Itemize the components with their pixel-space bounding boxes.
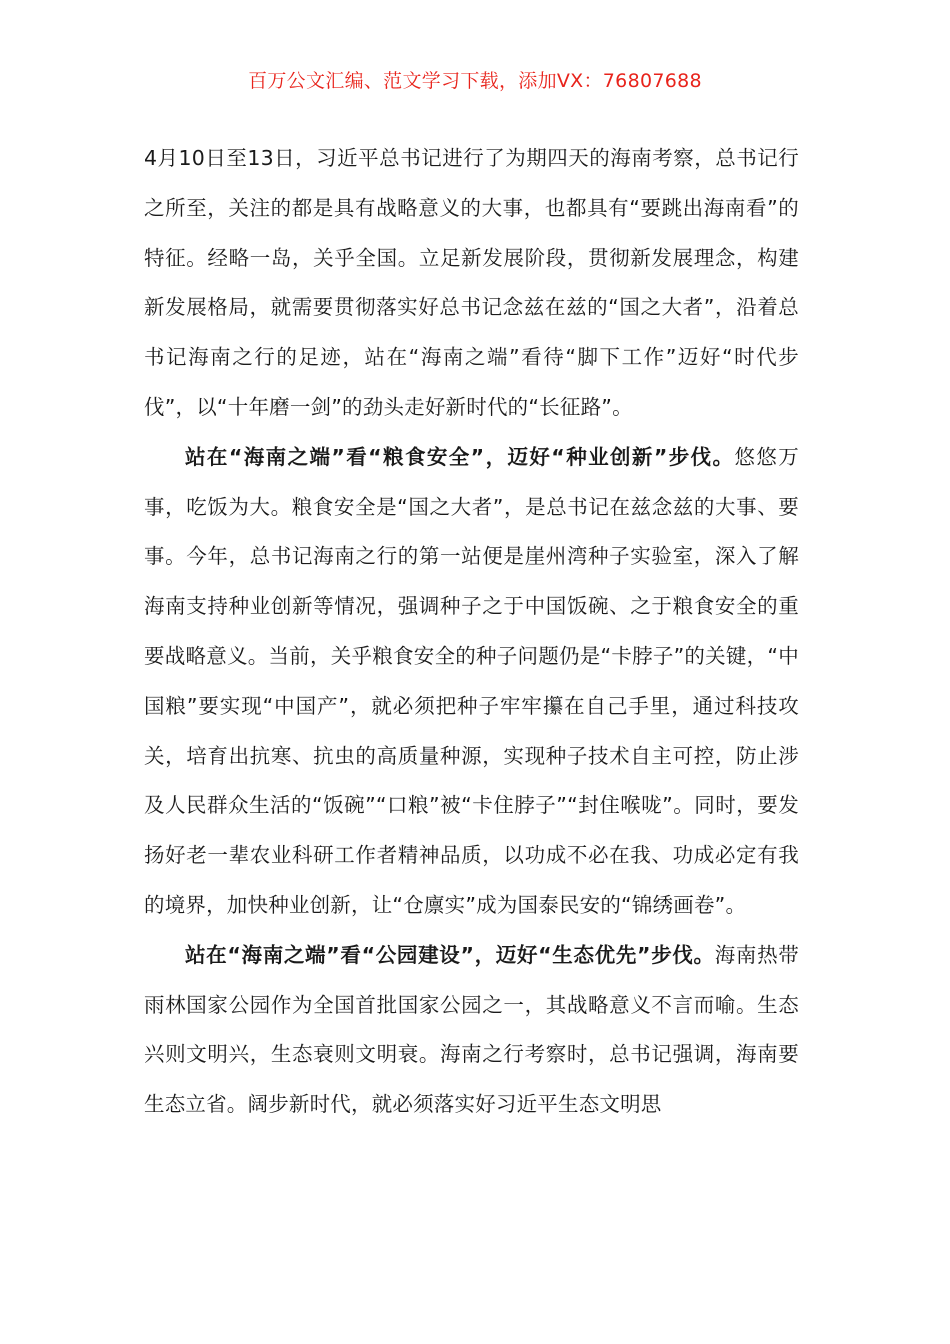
intro-paragraph: 4月10日至13日，习近平总书记进行了为期四天的海南考察，总书记行之所至，关注的都是具有战略意义的大事，也都具有“要跳出海南看”的特征。经略一岛，关乎全国。立足新发展阶段，贯彻新发展理念，构建新发展格局，就需要贯彻落实好总书记念兹在兹的“国之大者”，沿着总书记海南之行的足迹，站在“海南之端”看待“脚下工作”迈好“时代步伐”，以“十年磨一剑”的劲头走好新时代的“长征路”。 <box>144 146 799 419</box>
section-heading-park: 站在“海南之端”看“公园建设”，迈好“生态优先”步伐。 <box>185 942 715 967</box>
section-paragraph-park <box>144 931 799 1130</box>
header-banner: 百万公文汇编、范文学习下载，添加VX：76807688 <box>248 70 702 92</box>
section-body-grain: 悠悠万事，吃饭为大。粮食安全是“国之大者”，是总书记在兹念兹的大事、要事。今年，总书记海南之行的第一站便是崖州湾种子实验室，深入了解海南支持种业创新等情况，强调种子之于中国饭碗、之于粮食安全的重要战略意义。当前，关乎粮食安全的种子问题仍是“卡脖子”的关键，“中国粮”要实现“中国产”，就必须把种子牢牢攥在自己手里，通过科技攻关，培育出抗寒、抗虫的高质量种源，实现种子技术自主可控，防止涉及人民群众生活的“饭碗”“口粮”被“卡住脖子”“封住喉咙”。同时，要发扬好老一辈农业科研工作者精神品质，以功成不必在我、功成必定有我的境界，加快种业创新，让“仓廪实”成为国泰民安的“锦绣画卷”。 <box>144 444 799 917</box>
section-body-park: 海南热带雨林国家公园作为全国首批国家公园之一，其战略意义不言而喻。生态兴则文明兴，生态衰则文明衰。海南之行考察时，总书记强调，海南要生态立省。阔步新时代，就必须落实好习近平生态文明思 <box>144 942 799 1117</box>
section-paragraph-grain <box>144 433 799 931</box>
section-heading-grain: 站在“海南之端”看“粮食安全”，迈好“种业创新”步伐。 <box>185 444 735 469</box>
document-body <box>144 134 799 1130</box>
